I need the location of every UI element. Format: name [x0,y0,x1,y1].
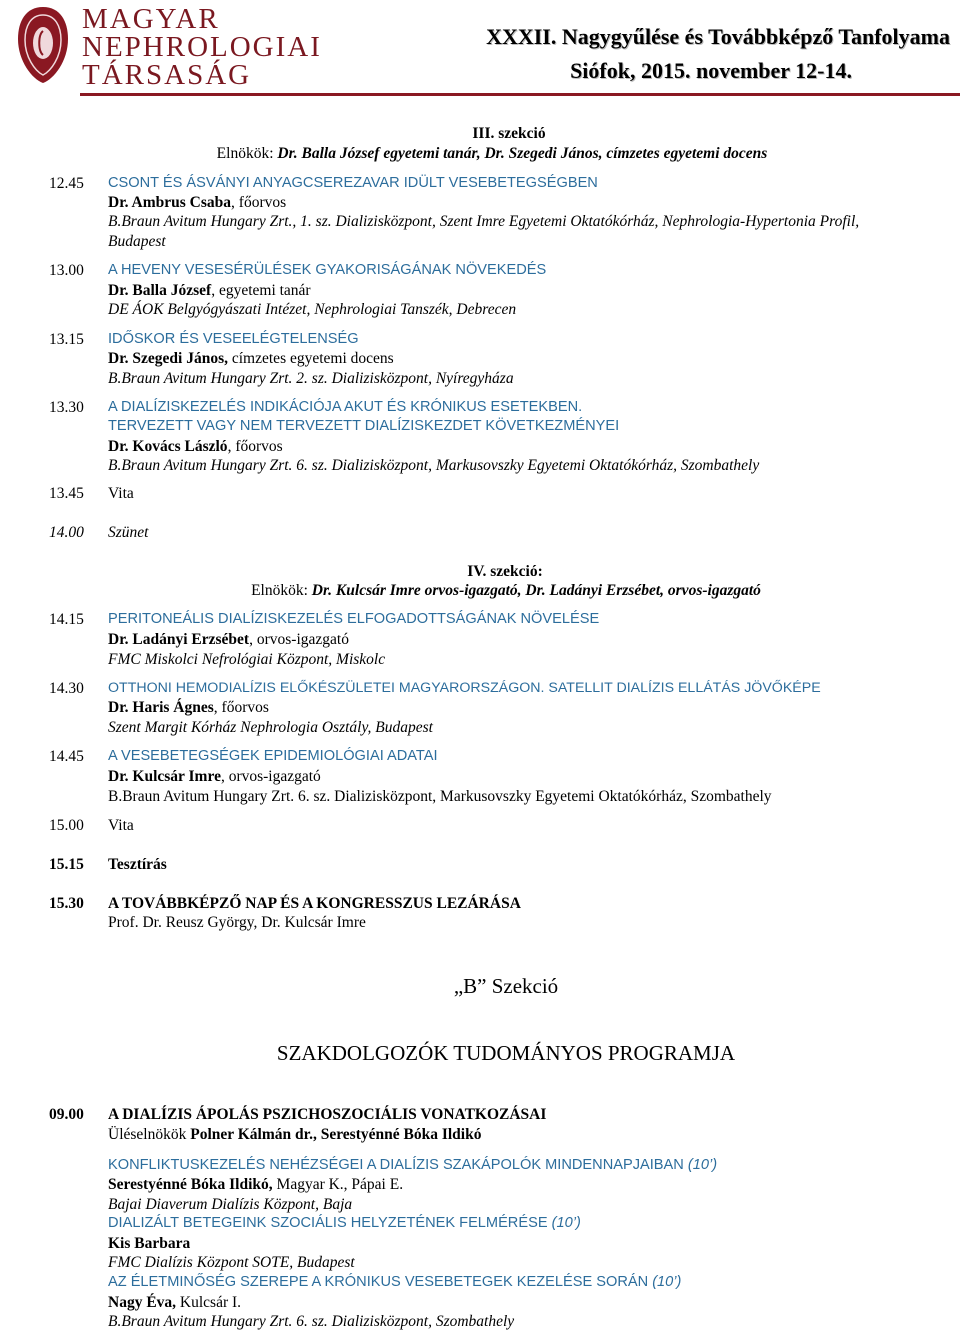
talk-speaker: Nagy Éva, Kulcsár I. [108,1294,242,1311]
item-title: A HEVENY VESESÉRÜLÉSEK GYAKORISÁGÁNAK NÖVEKEDÉS [108,262,547,278]
item-affiliation: B.Braun Avitum Hungary Zrt., 1. sz. Dializisközpont, Szent Imre Egyetemi Oktatókórház, Nephrologia-Hypertonia Profil, [108,213,860,230]
item-speaker: Dr. Szegedi János, címzetes egyetemi docens [108,350,394,367]
item-time: 14.30 [49,680,84,697]
item-affiliation-cont: Budapest [108,233,166,250]
logo-word-1: MAGYAR [82,3,220,35]
item-affiliation: B.Braun Avitum Hungary Zrt. 6. sz. Dializisközpont, Markusovszky Egyetemi Oktatókórház, Szombathely [108,788,772,805]
item-affiliation: B.Braun Avitum Hungary Zrt. 6. sz. Dializisközpont, Markusovszky Egyetemi Oktatókórház, Szombathely [108,457,760,474]
item-affiliation: FMC Miskolci Nefrológiai Központ, Miskolc [108,651,386,668]
logo-word-3: TÁRSASÁG [82,59,252,91]
item-title: CSONT ÉS ÁSVÁNYI ANYAGCSEREZAVAR IDÜLT VESEBETEGSÉGBEN [108,175,598,191]
item-time: 15.00 [49,817,84,834]
section4-chairs: Elnökök: Dr. Kulcsár Imre orvos-igazgató, Dr. Ladányi Erzsébet, orvos-igazgató [251,582,761,599]
talk-affiliation: Bajai Diaverum Dialízis Központ, Baja [108,1196,353,1213]
item-title: IDŐSKOR ÉS VESEELÉGTELENSÉG [108,331,359,347]
congress-date-place: Siófok, 2015. november 12-14. [570,58,852,83]
section3-chairs: Elnökök: Dr. Balla József egyetemi tanár, Dr. Szegedi János, címzetes egyetemi docens [216,145,768,162]
item-title: A DIALÍZISKEZELÉS INDIKÁCIÓJA AKUT ÉS KRÓNIKUS ESETEKBEN. [108,399,583,415]
item-speaker: Dr. Ladányi Erzsébet, orvos-igazgató [108,631,349,648]
talk-title: DIALIZÁLT BETEGEINK SZOCIÁLIS HELYZETÉNEK FELMÉRÉSE (10’) [108,1215,581,1231]
discussion-label: Vita [108,817,134,834]
block-chairs: Üléselnökök Polner Kálmán dr., Serestyénné Bóka Ildikó [108,1126,482,1143]
header-rule [80,93,960,96]
logo-word-2: NEPHROLOGIAI [82,31,322,63]
talk-affiliation: B.Braun Avitum Hungary Zrt. 6. sz. Dializisközpont, Szombathely [108,1313,515,1330]
item-speaker: Dr. Kovács László, főorvos [108,438,283,455]
item-time: 13.15 [49,331,84,348]
item-time: 13.45 [49,485,84,502]
item-time: 12.45 [49,175,84,192]
item-affiliation: DE ÁOK Belgyógyászati Intézet, Nephrologiai Tanszék, Debrecen [108,301,517,318]
section3-title: III. szekció [472,125,546,142]
item-time: 15.30 [49,895,84,912]
test-label: Tesztírás [108,856,167,873]
society-seal-logo [12,5,74,85]
b-section-title: „B” Szekció [453,974,559,998]
item-time: 14.00 [49,524,84,541]
item-title-cont: TERVEZETT VAGY NEM TERVEZETT DIALÍZISKEZDET KÖVETKEZMÉNYEI [108,418,620,434]
item-affiliation: B.Braun Avitum Hungary Zrt. 2. sz. Dializisközpont, Nyíregyháza [108,370,514,387]
item-speaker: Dr. Haris Ágnes, főorvos [108,699,269,716]
item-time: 15.15 [49,856,84,873]
section4-title: IV. szekció: [467,563,543,580]
item-speaker: Dr. Ambrus Csaba, főorvos [108,194,287,211]
item-time: 14.15 [49,611,84,628]
congress-title: XXXII. Nagygyűlése és Továbbképző Tanfolyama [486,24,950,49]
talk-speaker: Kis Barbara [108,1235,191,1252]
item-title: A TOVÁBBKÉPZŐ NAP ÉS A KONGRESSZUS LEZÁRÁSA [108,895,521,912]
page-header [0,0,960,100]
item-title: PERITONEÁLIS DIALÍZISKEZELÉS ELFOGADOTTSÁGÁNAK NÖVELÉSE [108,611,600,627]
block-time: 09.00 [49,1106,84,1123]
item-speaker: Dr. Kulcsár Imre, orvos-igazgató [108,768,321,785]
discussion-label: Vita [108,485,134,502]
item-time: 14.45 [49,748,84,765]
item-speakers: Prof. Dr. Reusz György, Dr. Kulcsár Imre [108,914,366,931]
item-title: A VESEBETEGSÉGEK EPIDEMIOLÓGIAI ADATAI [108,748,438,764]
item-time: 13.30 [49,399,84,416]
talk-title: AZ ÉLETMINŐSÉG SZEREPE A KRÓNIKUS VESEBETEGEK KEZELÉSE SORÁN (10’) [108,1274,682,1290]
talk-speaker: Serestyénné Bóka Ildikó, Magyar K., Pápai E. [108,1176,404,1193]
item-affiliation: Szent Margit Kórház Nephrologia Osztály, Budapest [108,719,433,736]
item-title: OTTHONI HEMODIALÍZIS ELŐKÉSZÜLETEI MAGYARORSZÁGON. SATELLIT DIALÍZIS ELLÁTÁS JÖVŐKÉPE [108,680,821,696]
talk-title: KONFLIKTUSKEZELÉS NEHÉZSÉGEI A DIALÍZIS SZAKÁPOLÓK MINDENNAPJAIBAN (10’) [108,1157,718,1173]
item-time: 13.00 [49,262,84,279]
break-label: Szünet [108,524,149,541]
block-title: A DIALÍZIS ÁPOLÁS PSZICHOSZOCIÁLIS VONATKOZÁSAI [108,1106,547,1123]
item-speaker: Dr. Balla József, egyetemi tanár [108,282,311,299]
b-section-subtitle: SZAKDOLGOZÓK TUDOMÁNYOS PROGRAMJA [276,1041,736,1065]
talk-affiliation: FMC Dialízis Központ SOTE, Budapest [108,1254,355,1271]
